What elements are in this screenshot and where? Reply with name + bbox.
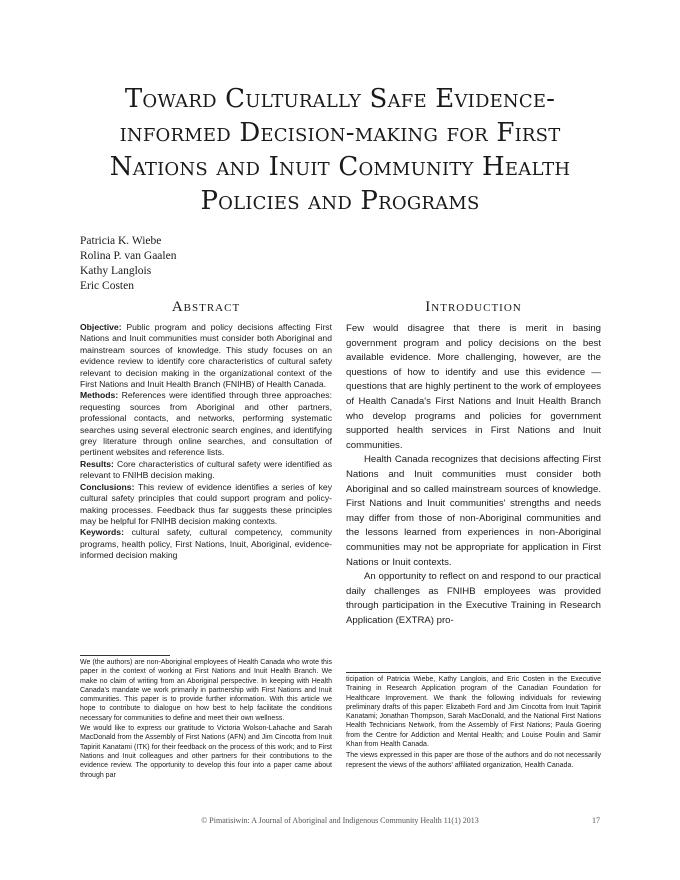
- abstract-objective: [80, 322, 332, 390]
- abstract-results: [80, 459, 332, 482]
- author-name: Kathy Langlois: [80, 265, 152, 277]
- keywords-text: cultural safety, cultural competency, community programs, health policy, First Nations, Inuit, Aboriginal, evidence-informed decision making: [80, 527, 332, 561]
- intro-paragraph: Health Canada recognizes that decisions affecting First Nations and Inuit communities must consider both Aboriginal and so called mainstream sources of knowledge. First Nations and Inuit communities' strengths and needs may differ from those of non-Aboriginal communities and the lessons learned from experiences in non-Aboriginal communities may not be appropriate for application in First Nations or Inuit contexts.: [346, 454, 601, 568]
- methods-label: Methods:: [80, 390, 119, 401]
- introduction-column: [346, 298, 601, 628]
- objective-text: Public program and policy decisions affecting First Nations and Inuit communities must consider both Aboriginal and mainstream sources of knowledge. This study focuses on an evidence review to identify core characteristics of cultural safety relevant to decision making in the organizational context of the First Nations and Inuit Health Branch (FNIHB) of Health Canada.: [80, 322, 332, 390]
- footnote-paragraph: The views expressed in this paper are those of the authors and do not necessarily represent the views of the authors' affiliated organization, Health Canada.: [346, 752, 601, 769]
- abstract-conclusions: [80, 482, 332, 528]
- journal-citation: © Pimatisiwin: A Journal of Aboriginal and Indigenous Community Health 11(1) 2013: [201, 816, 479, 825]
- abstract-methods: [80, 390, 332, 458]
- abstract-keywords: [80, 527, 332, 561]
- author-name: Patricia K. Wiebe: [80, 235, 162, 247]
- footnote-paragraph: ticipation of Patricia Wiebe, Kathy Langlois, and Eric Costen in the Executive Training in Research Application program of the Canadian Foundation for Healthcare Improvement. We thank the following individuals for reviewing preliminary drafts of this paper: Elizabeth Ford and Jim Cincotta from Inuit Tapiriit Kanatami; Jonathan Thompson, Sarah MacDonald, and the National First Nations Health Technicians Network, from the Assembly of First Nations; Paula Goering from the Centre for Addiction and Mental Health; and Louise Poulin and Samir Khan from Health Canada.: [346, 676, 601, 749]
- abstract-heading: Abstract: [171, 299, 241, 315]
- author-list: [80, 234, 176, 294]
- introduction-body: [346, 322, 601, 628]
- intro-paragraph: An opportunity to reflect on and respond to our practical daily challenges as FNIHB employees was provided through participation in the Executive Training in Research Application (EXTRA) pro-: [346, 571, 601, 626]
- footnotes-right: [346, 675, 601, 772]
- keywords-label: Keywords:: [80, 527, 124, 538]
- methods-text: References were identified through three approaches: requesting sources from Aboriginal and other partners, professional contacts, and networks, performing systematic searches using several electronic search engines, and identifying grey literature through online searches, and consultation of pertinent websites and reference lists.: [80, 390, 332, 458]
- conclusions-text: This review of evidence identifies a series of key cultural safety principles that could support program and policy-making processes. Feedback thus far suggests these principles may be helpful for FNIHB decision making contexts.: [80, 481, 332, 526]
- footnote-rule: [346, 672, 601, 673]
- abstract-body: [80, 322, 332, 562]
- paper-title: Toward Culturally Safe Evidence-informed Decision-making for First Nations and Inuit Community Health Policies and Programs: [109, 84, 571, 216]
- results-text: Core characteristics of cultural safety were identified as relevant to FNIHB decision making.: [80, 458, 332, 481]
- footnote-paragraph: We (the authors) are non-Aboriginal employees of Health Canada who wrote this paper in the context of working at First Nations and Inuit Health Branch. We make no claim of writing from an Aboriginal perspective. In keeping with Health Canada's mandate we work primarily in partnership with First Nations and Inuit communities. This paper is to provide further information. With this article we hope to contribute to dialogue on how best to help facilitate the conditions necessary for communities to define and meet their own wellness.: [80, 659, 332, 722]
- abstract-column: [80, 298, 332, 562]
- objective-label: Objective:: [80, 322, 122, 332]
- introduction-heading: Introduction: [425, 299, 522, 315]
- results-label: Results:: [80, 458, 114, 469]
- intro-paragraph: Few would disagree that there is merit in basing government program and policy decisions on the best available evidence. More challenging, however, are the questions of how to identify and use this evidence — questions that are highly pertinent to the work of employees of Health Canada's First Nations and Inuit Health Branch who develop programs and policies for government supported health services in First Nations and Inuit communities.: [346, 323, 601, 451]
- page-footer: [80, 816, 600, 825]
- author-name: Eric Costen: [80, 280, 134, 292]
- footnotes-left: [80, 658, 332, 781]
- author-name: Rolina P. van Gaalen: [80, 250, 177, 262]
- footnote-rule: [80, 655, 170, 656]
- page-number: 17: [592, 816, 600, 825]
- conclusions-label: Conclusions:: [80, 481, 135, 492]
- footnote-paragraph: We would like to express our gratitude to Victoria Wolson-Lahache and Sarah MacDonald from the Assembly of First Nations (AFN) and Jim Cincotta from Inuit Tapiriit Kanatami (ITK) for their feedback on the process of this work; and to First Nations and Inuit colleagues and other partners for their contributions to the evidence review. The opportunity to develop this four into a paper came about through par: [80, 725, 332, 779]
